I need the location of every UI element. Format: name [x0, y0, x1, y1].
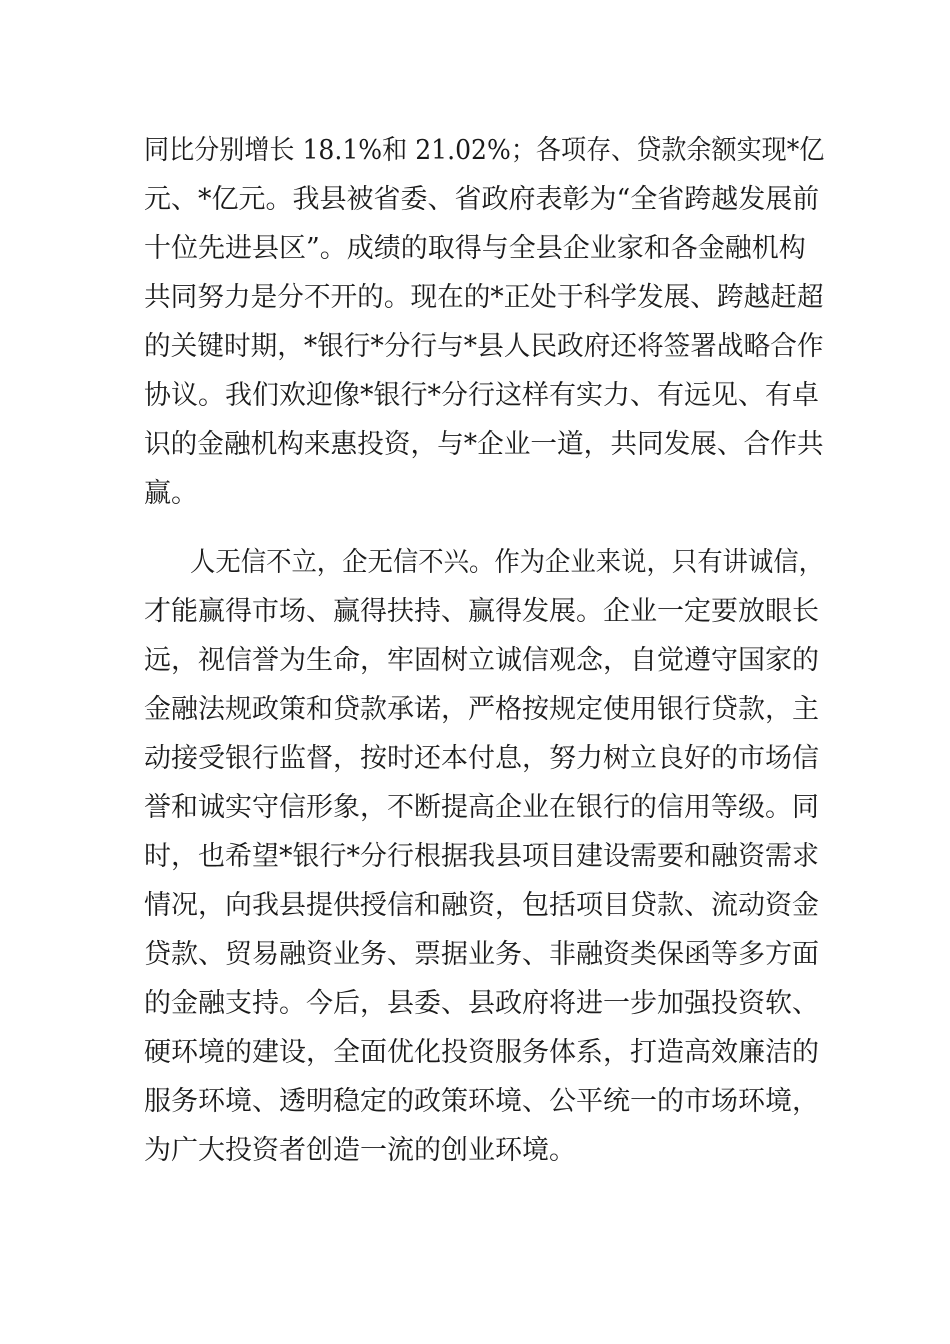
- text-line: 识的金融机构来惠投资，与*企业一道，共同发展、合作共: [144, 429, 824, 460]
- text-line: 誉和诚实守信形象，不断提高企业在银行的信用等级。同: [144, 792, 819, 823]
- text-line: 贷款、贸易融资业务、票据业务、非融资类保函等多方面: [144, 939, 819, 970]
- text-line: 共同努力是分不开的。现在的*正处于科学发展、跨越赶超: [144, 282, 824, 313]
- text-line: 人无信不立，企无信不兴。作为企业来说，只有讲诚信，: [190, 547, 824, 578]
- text-line: 的金融支持。今后，县委、县政府将进一步加强投资软、: [144, 988, 819, 1019]
- text-line: 的关键时期，*银行*分行与*县人民政府还将签署战略合作: [144, 331, 824, 362]
- text-line: 为广大投资者创造一流的创业环境。: [144, 1135, 576, 1166]
- text-line: 远，视信誉为生命，牢固树立诚信观念，自觉遵守国家的: [144, 645, 819, 676]
- text-line: 情况，向我县提供授信和融资，包括项目贷款、流动资金: [144, 890, 819, 921]
- text-line: 赢。: [144, 478, 198, 509]
- text-line: 元、*亿元。我县被省委、省政府表彰为“全省跨越发展前: [144, 184, 820, 215]
- text-line: 服务环境、透明稳定的政策环境、公平统一的市场环境，: [144, 1086, 819, 1117]
- text-line: 时，也希望*银行*分行根据我县项目建设需要和融资需求: [144, 841, 819, 872]
- text-line: 十位先进县区”。成绩的取得与全县企业家和各金融机构: [144, 233, 806, 264]
- text-line: 同比分别增长 18.1%和 21.02%；各项存、贷款余额实现*亿: [144, 135, 825, 166]
- text-line: 硬环境的建设，全面优化投资服务体系，打造高效廉洁的: [144, 1037, 819, 1068]
- text-line: 动接受银行监督，按时还本付息，努力树立良好的市场信: [144, 743, 819, 774]
- text-line: 金融法规政策和贷款承诺，严格按规定使用银行贷款，主: [144, 694, 819, 725]
- text-line: 协议。我们欢迎像*银行*分行这样有实力、有远见、有卓: [144, 380, 819, 411]
- text-line: 才能赢得市场、赢得扶持、赢得发展。企业一定要放眼长: [144, 596, 819, 627]
